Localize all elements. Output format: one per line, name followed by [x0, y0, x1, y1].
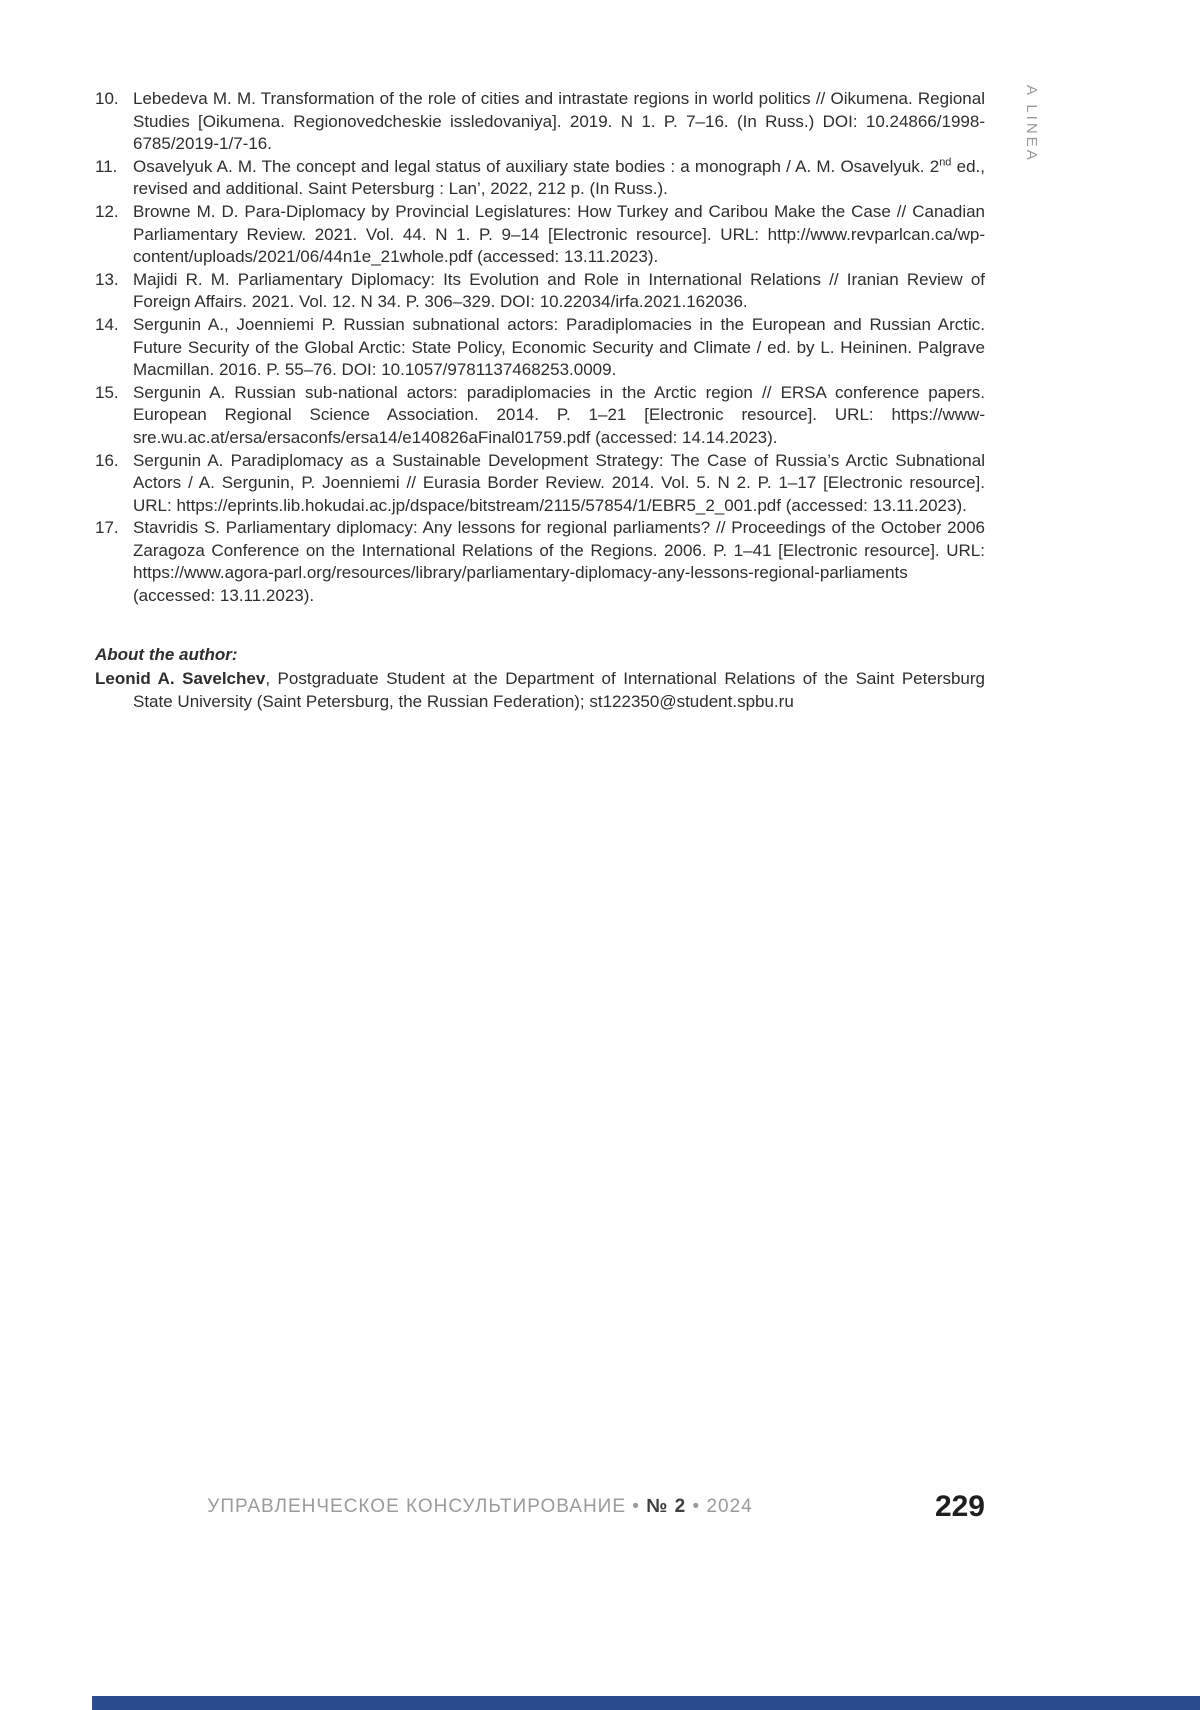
- reference-item-13: [95, 269, 985, 314]
- footer-separator: •: [632, 1496, 640, 1517]
- author-bio: [95, 668, 985, 713]
- reference-number: 13.: [95, 269, 119, 289]
- reference-number: 14.: [95, 314, 119, 334]
- author-bio-text: , Postgraduate Student at the Department of International Relations of the Saint Petersburg State University (Saint Petersburg, the Russian Federation); st122350@student.spbu.ru: [133, 669, 985, 711]
- reference-item-10: [95, 88, 985, 156]
- bottom-accent-bar: [92, 1696, 1200, 1710]
- reference-number: 16.: [95, 450, 119, 470]
- reference-number: 15.: [95, 382, 119, 402]
- reference-text: Majidi R. M. Parliamentary Diplomacy: Its Evolution and Role in International Relations // Iranian Review of Foreign Affairs. 2021. Vol. 12. N 34. P. 306–329. DOI: 10.22034/irfa.2021.162036.: [133, 269, 985, 312]
- reference-text-part: ed., revised and additional. Saint Petersburg : Lan’, 2022, 212 p. (In Russ.).: [133, 156, 985, 199]
- reference-text: Sergunin A. Russian sub-national actors: paradiplomacies in the Arctic region // ERSA conference papers. European Regional Science Association. 2014. P. 1–21 [Electronic resource]. URL: https://www-sre.wu.ac.at/ersa/ersaconfs/ersa14/e140826aFinal01759.pdf (accessed: 14.14.2023).: [133, 382, 985, 447]
- reference-text: [133, 157, 985, 199]
- author-name: Leonid A. Savelchev: [95, 669, 266, 689]
- section-sidebar-label: A LINEA: [1023, 85, 1040, 163]
- reference-text: Sergunin A. Paradiplomacy as a Sustainable Development Strategy: The Case of Russia’s Arctic Subnational Actors / A. Sergunin, P. Joenniemi // Eurasia Border Review. 2014. Vol. 5. N 2. P. 1–17 [Electronic resource]. URL: https://eprints.lib.hokudai.ac.jp/dspace/bitstream/2115/57854/1/EBR5_2_001.pdf (accessed: 13.11.2023).: [133, 450, 985, 515]
- reference-number: 17.: [95, 518, 119, 538]
- reference-item-14: [95, 314, 985, 382]
- page-number: 229: [934, 1490, 985, 1523]
- page-footer: [95, 1490, 985, 1530]
- about-heading: About the author:: [95, 644, 238, 664]
- journal-title: УПРАВЛЕНЧЕСКОЕ КОНСУЛЬТИРОВАНИЕ: [207, 1496, 626, 1517]
- reference-text: Sergunin A., Joenniemi P. Russian subnational actors: Paradiplomacies in the European and Russian Arctic. Future Security of the Global Arctic: State Policy, Economic Security and Climate / ed. by L. Heininen. Palgrave Macmillan. 2016. P. 55–76. DOI: 10.1057/9781137468253.0009.: [133, 314, 985, 380]
- reference-item-12: [95, 201, 985, 269]
- references-list: [95, 88, 985, 608]
- page-content: [95, 88, 985, 713]
- ordinal-superscript: nd: [939, 156, 952, 169]
- reference-text-part: Osavelyuk A. M. The concept and legal status of auxiliary state bodies : a monograph / A. M. Osavelyuk. 2: [133, 156, 940, 176]
- issue-number: № 2: [646, 1496, 687, 1517]
- reference-text: Lebedeva M. M. Transformation of the role of cities and intrastate regions in world politics // Oikumena. Regional Studies [Oikumena. Regionovedcheskie issledovaniya]. 2019. N 1. P. 7–16. (In Russ.) DOI: 10.24866/1998-6785/2019-1/7-16.: [133, 89, 985, 154]
- about-the-author-section: [95, 644, 985, 714]
- reference-number: 12.: [95, 201, 119, 221]
- journal-footer-title: [95, 1496, 865, 1518]
- reference-item-17: [95, 517, 985, 607]
- reference-item-16: [95, 450, 985, 518]
- reference-item-11: [95, 156, 985, 201]
- reference-number: 11.: [95, 156, 118, 176]
- footer-separator: •: [692, 1496, 701, 1517]
- reference-text: Browne M. D. Para-Diplomacy by Provincial Legislatures: How Turkey and Caribou Make the Case // Canadian Parliamentary Review. 2021. Vol. 44. N 1. P. 9–14 [Electronic resource]. URL: http://www.revparlcan.ca/wp-content/uploads/2021/06/44n1e_21whole.pdf (accessed: 13.11.2023).: [133, 201, 985, 267]
- reference-number: 10.: [95, 89, 119, 108]
- issue-year: 2024: [706, 1496, 753, 1517]
- reference-text: Stavridis S. Parliamentary diplomacy: Any lessons for regional parliaments? // Proceedings of the October 2006 Zaragoza Conference on the International Relations of the Regions. 2006. P. 1–41 [Electronic resource]. URL: https://www.agora-parl.org/resources/library/parliamentary-diplomacy-any-lessons-regional-parliaments (accessed: 13.11.2023).: [133, 518, 985, 606]
- reference-item-15: [95, 382, 985, 450]
